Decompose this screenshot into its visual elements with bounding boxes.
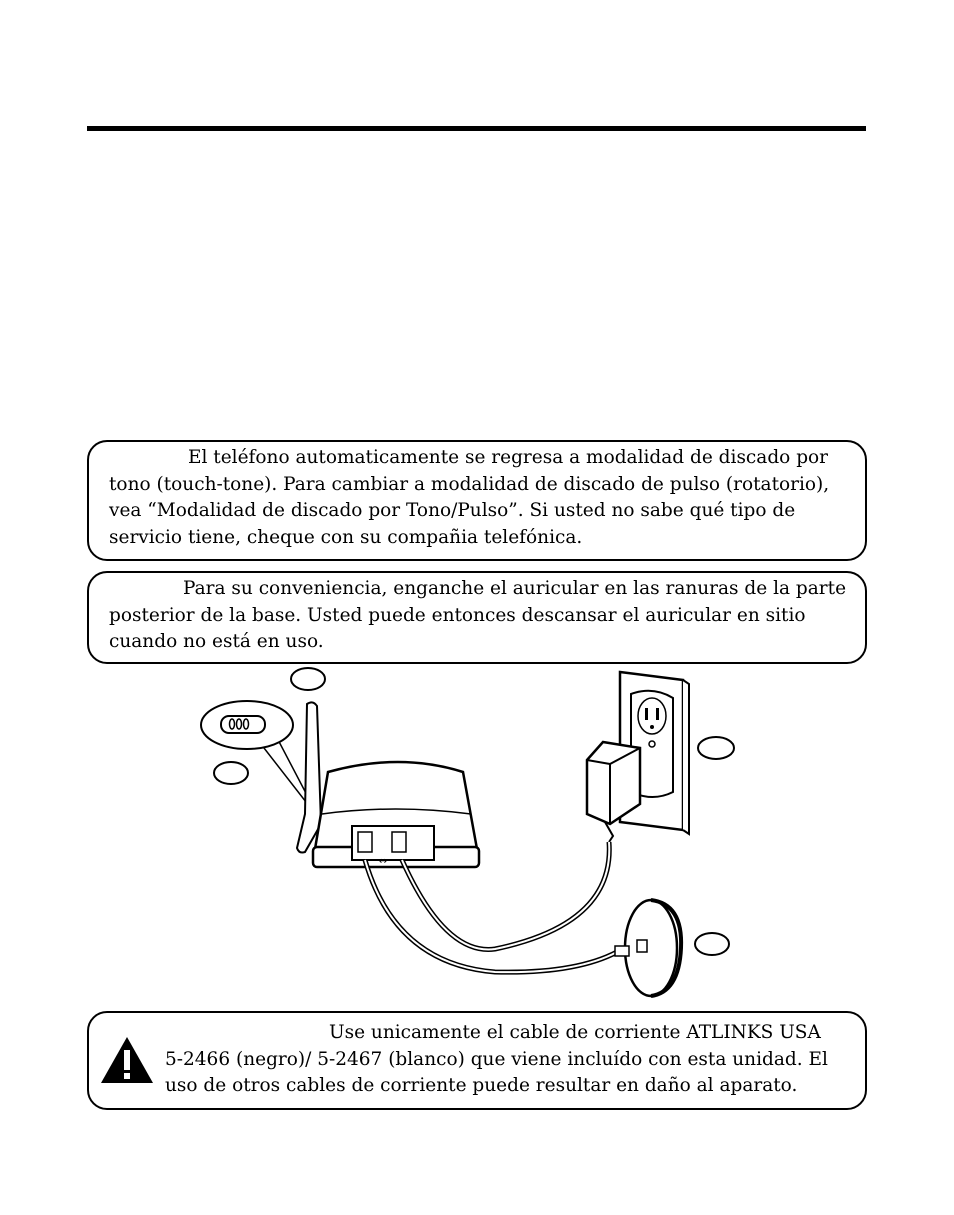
base-unit — [313, 762, 479, 867]
tone-note-line-2: tono (touch-tone). Para cambiar a modalidad de discado de pulso (rotatorio), — [109, 473, 830, 495]
tone-note-box — [87, 440, 867, 561]
tone-note-line-3: vea “Modalidad de discado por Tono/Pulso”. Si usted no sabe qué tipo de — [109, 500, 796, 521]
mount-note-box — [87, 571, 867, 664]
caution-line-3: uso de otros cables de corriente puede resultar en daño al aparato. — [165, 1075, 798, 1096]
phone-jack-label: ↔ — [378, 856, 388, 867]
tone-note-line-1: El teléfono automaticamente se regresa a modalidad de discado por — [188, 447, 829, 468]
callout-oval-4 — [695, 933, 729, 955]
installation-diagram — [195, 664, 755, 1004]
callout-oval-2 — [214, 762, 248, 784]
caution-line-2: 5-2466 (negro)/ 5-2467 (blanco) que viene incluído con esta unidad. El — [165, 1048, 828, 1070]
wall-phone-jack — [615, 900, 681, 996]
switch-detail-bubble — [201, 701, 320, 820]
mount-note-line-1: Para su conveniencia, enganche el auricular en las ranuras de la parte — [183, 578, 847, 599]
callout-oval-3 — [698, 737, 734, 759]
header-rule — [87, 126, 866, 131]
power-adapter — [587, 742, 640, 842]
callout-oval-1 — [291, 668, 325, 690]
mount-note-line-2: posterior de la base. Usted puede entonces descansar el auricular en sitio — [109, 604, 806, 626]
warning-triangle-icon — [99, 1035, 155, 1085]
tone-note-line-4: servicio tiene, cheque con su compañia telefónica. — [109, 526, 583, 548]
caution-box — [87, 1011, 867, 1110]
caution-line-1: Use unicamente el cable de corriente ATLINKS USA — [329, 1022, 821, 1043]
mount-note-line-3: cuando no está en uso. — [109, 631, 324, 652]
